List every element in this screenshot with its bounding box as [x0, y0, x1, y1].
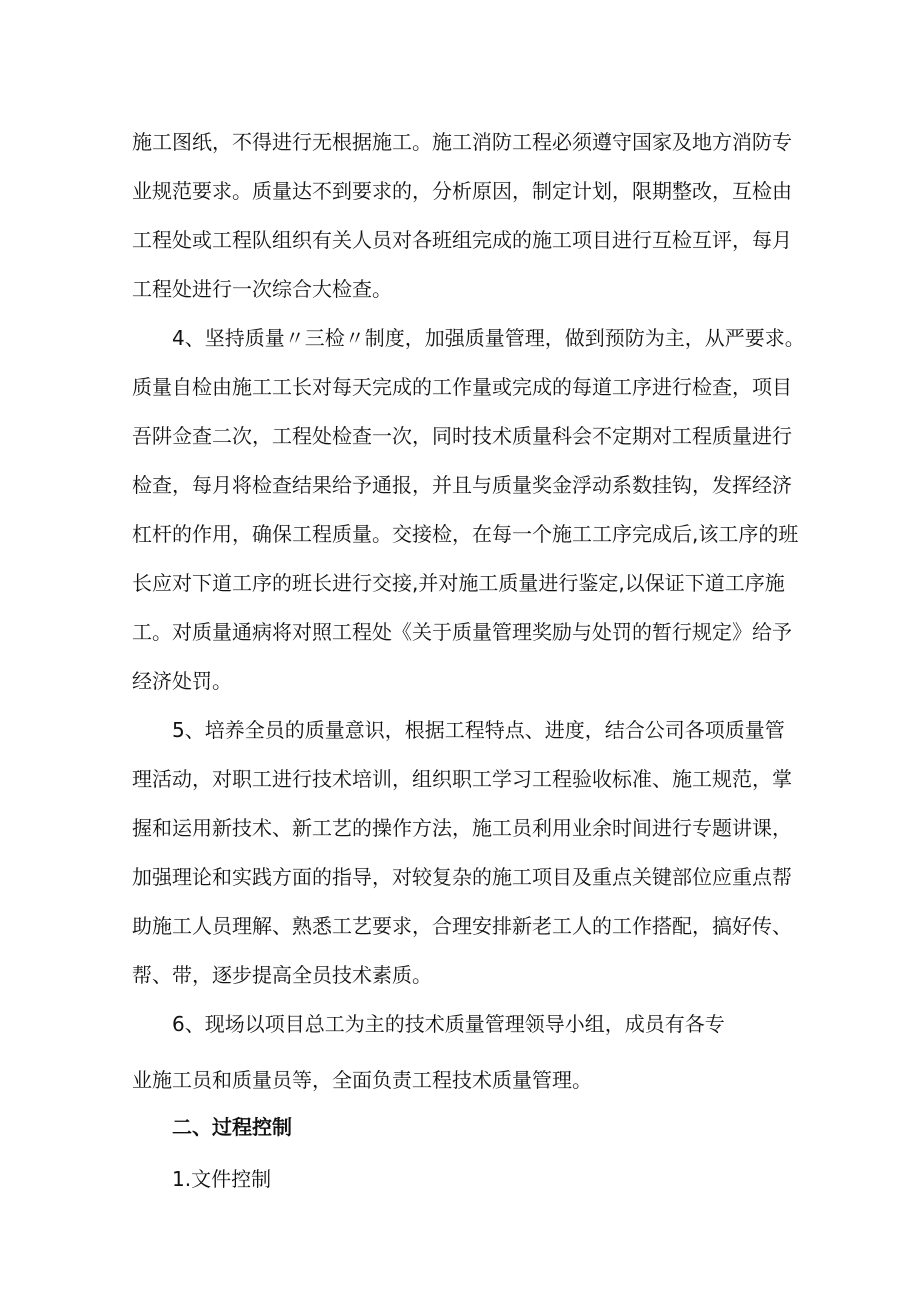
- section-heading: 二、过程控制: [172, 1115, 292, 1139]
- text-line: 业规范要求。质量达不到要求的，分析原因，制定计划，限期整改，互检由: [132, 179, 792, 203]
- text-line: 质量自检由施工工长对每天完成的工作量或完成的每道工序进行检查，项目: [132, 375, 792, 399]
- text-line: 业施工员和质量员等，全面负责工程技术质量管理。: [132, 1068, 592, 1092]
- text-line: 握和运用新技术、新工艺的操作方法，施工员利用业余时间进行专题讲课，: [132, 816, 792, 840]
- text-line: 助施工人员理解、熟悉工艺要求，合理安排新老工人的工作搭配，搞好传、: [132, 914, 792, 938]
- text-line: 理活动，对职工进行技术培训，组织职工学习工程验收标准、施工规范，掌: [132, 767, 792, 791]
- paragraph-5-first-line: 5、培养全员的质量意识，根据工程特点、进度，结合公司各项质量管: [172, 718, 785, 742]
- text-line: 施工图纸，不得进行无根据施工。施工消防工程必须遵守国家及地方消防专: [132, 130, 792, 154]
- text-line: 杠杆的作用，确保工程质量。交接检，在每一个施工工序完成后,该工序的班: [132, 522, 799, 546]
- text-line: 检查，每月将检查结果给予通报，并且与质量奖金浮动系数挂钩，发挥经济: [132, 473, 792, 497]
- text-line: 经济处罚。: [132, 669, 232, 693]
- text-line: 加强理论和实践方面的指导，对较复杂的施工项目及重点关键部位应重点帮: [132, 865, 792, 889]
- text-line: 工程处进行一次综合大检查。: [132, 277, 392, 301]
- text-line: 工程处或工程队组织有关人员对各班组完成的施工项目进行互检互评，每月: [132, 228, 792, 252]
- text-line: 帮、带，逐步提高全员技术素质。: [132, 963, 432, 987]
- text-line: 长应对下道工序的班长进行交接,并对施工质量进行鉴定,以保证下道工序施: [132, 571, 785, 595]
- paragraph-6-first-line: 6、现场以项目总工为主的技术质量管理领导小组，成员有各专: [172, 1012, 725, 1036]
- subsection-heading: 1.文件控制: [172, 1167, 272, 1191]
- paragraph-4-first-line: 4、坚持质量〃三检〃制度，加强质量管理，做到预防为主，从严要求。: [172, 326, 805, 350]
- text-line: 吾阱佥查二次，工程处检查一次，同时技术质量科会不定期对工程质量进行: [132, 424, 792, 448]
- text-line: 工。对质量通病将对照工程处《关于质量管理奖励与处罚的暂行规定》给予: [132, 620, 792, 644]
